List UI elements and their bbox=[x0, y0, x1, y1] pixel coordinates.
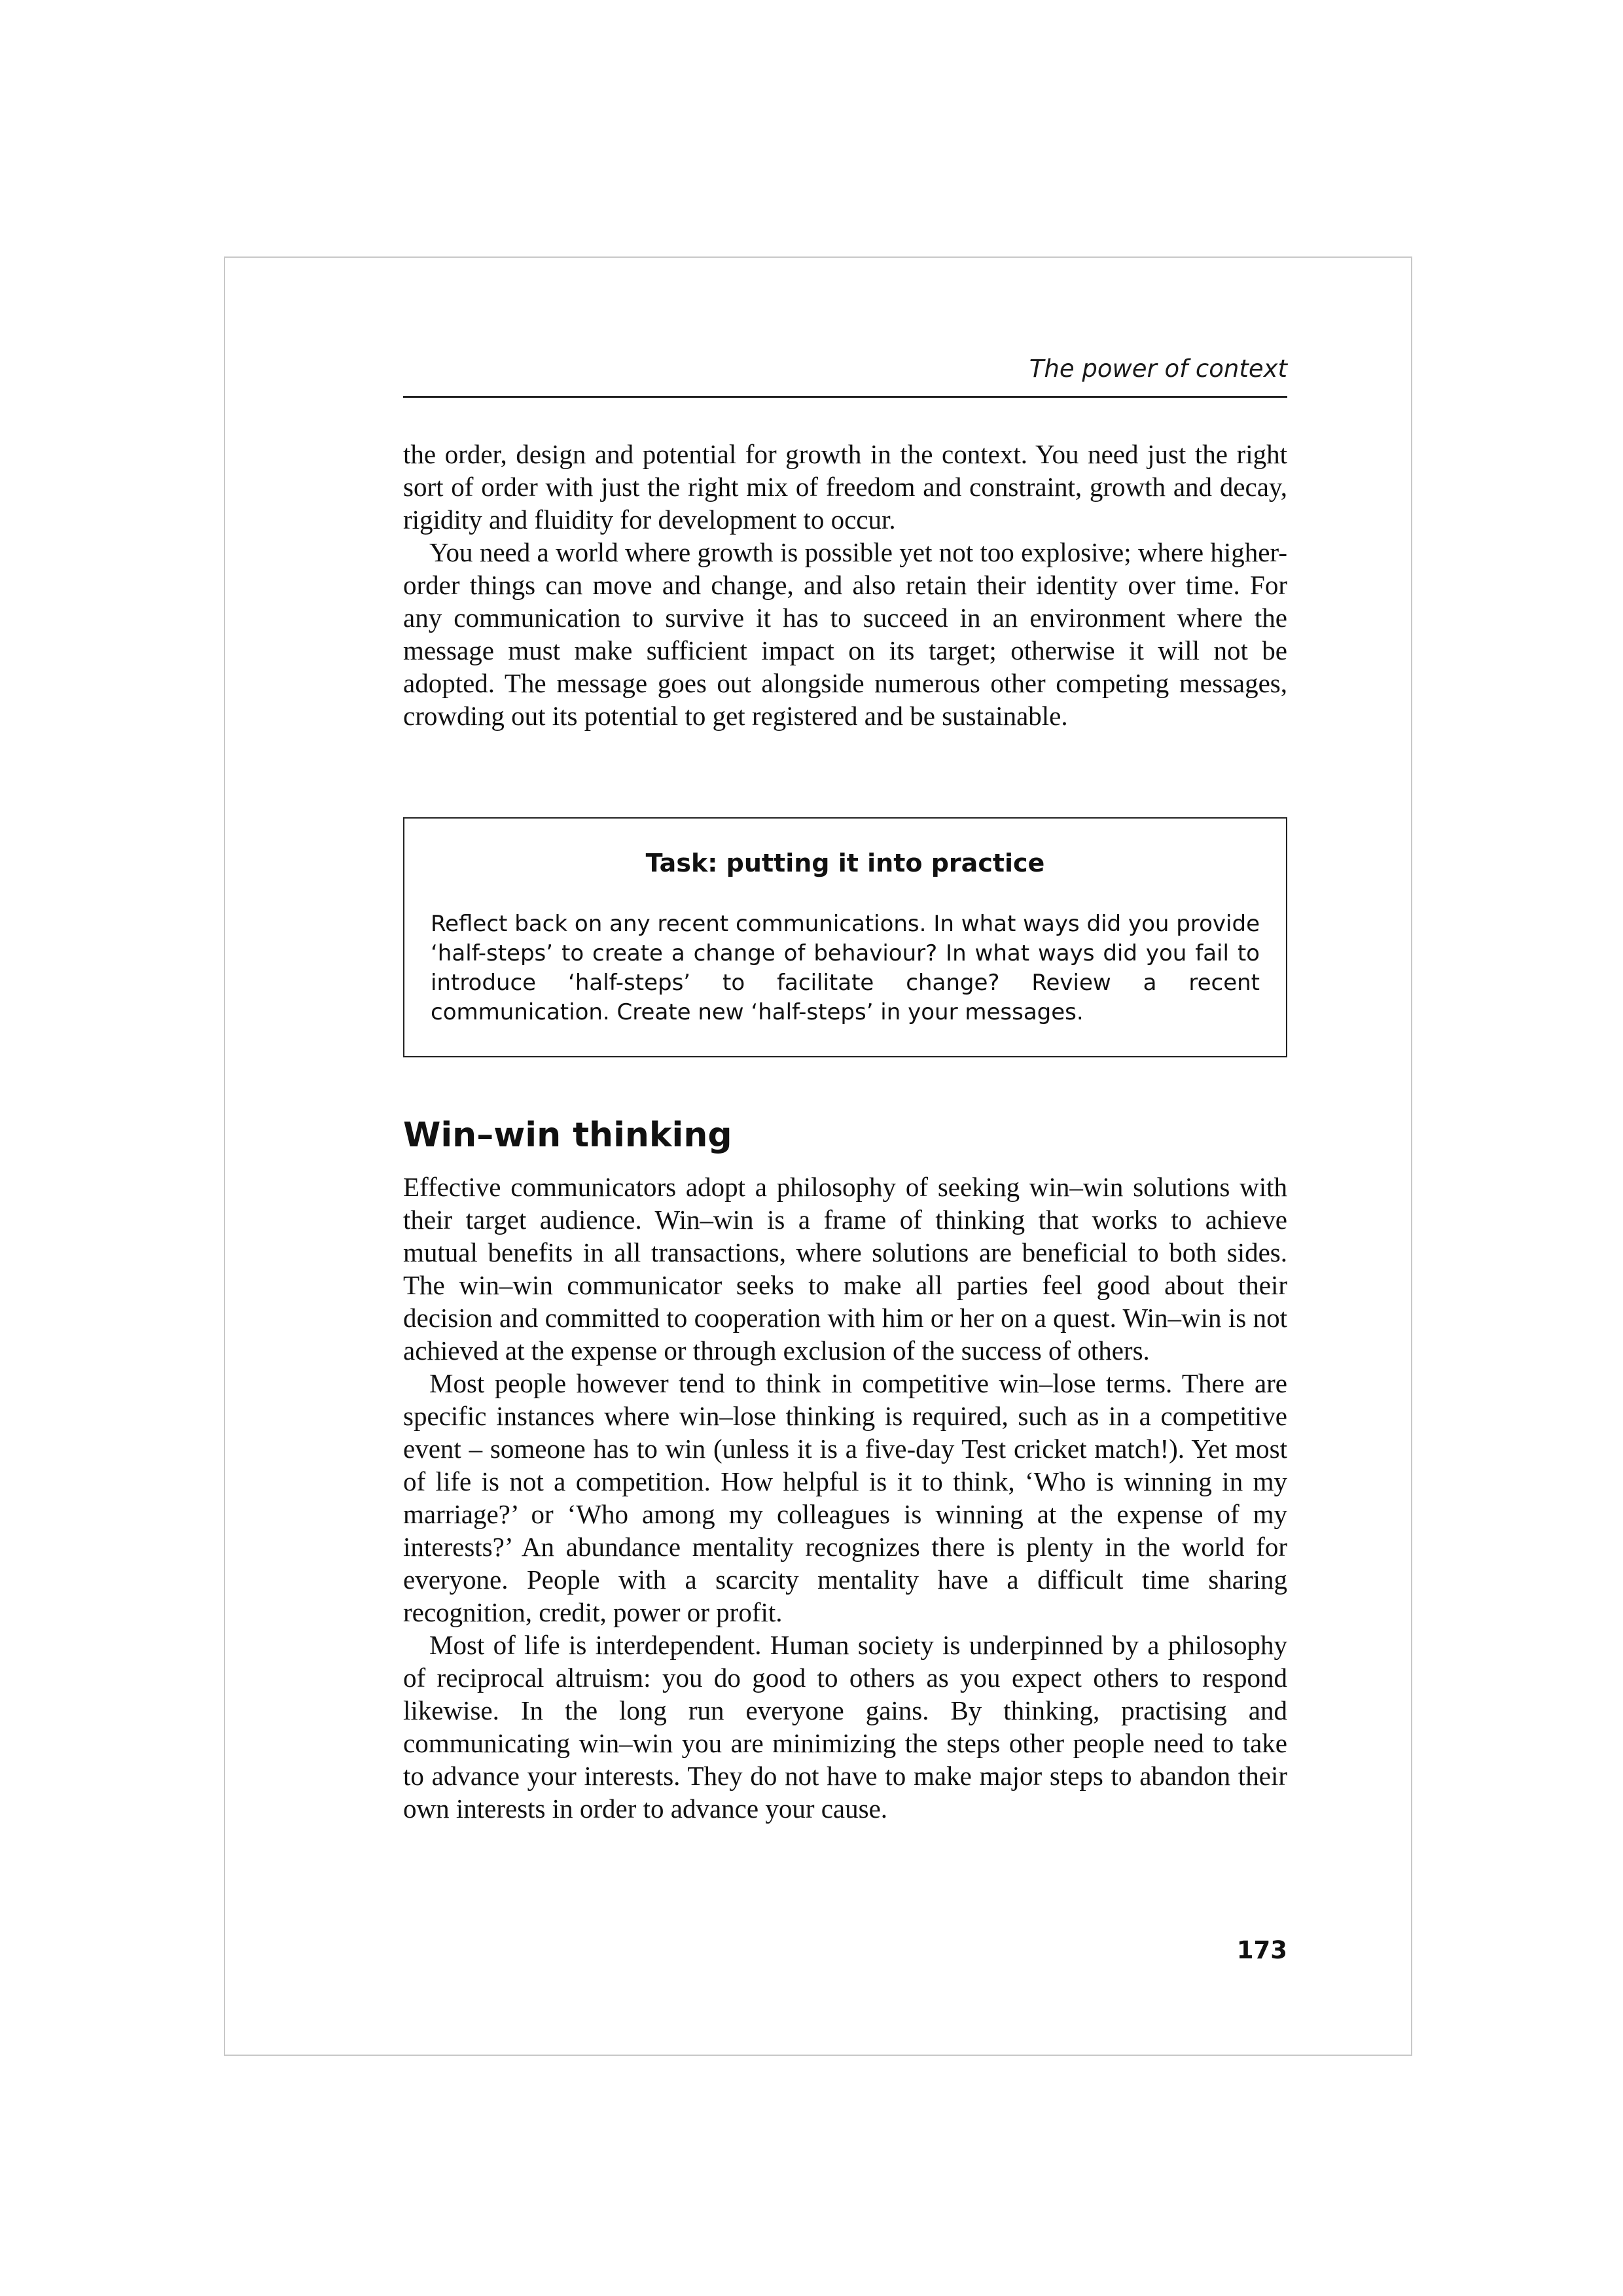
task-box-body: Reflect back on any recent communications. In what ways did you provide ‘half-steps’ to create a change of behaviour? In what ways did you fail to introduce ‘half-steps’ to facilitate change? Review a recent communication. Create new ‘half-steps’ in your messages. bbox=[431, 911, 1260, 1025]
running-head: The power of context bbox=[1029, 355, 1287, 383]
page-number: 173 bbox=[1236, 1936, 1287, 1964]
section-paragraph: Effective communicators adopt a philosophy of seeking win–win solutions with their target audience. Win–win is a frame of thinking that works to achieve mutual benefits in all transactions, where solutions are beneficial to both sides. The win–win communicator seeks to make all parties feel good about their decision and committed to cooperation with him or her on a quest. Win–win is not achieved at the expense or through exclusion of the success of others. bbox=[403, 1172, 1287, 1366]
section-paragraph: Most people however tend to think in competitive win–lose terms. There are specific instances where win–lose thinking is required, such as in a competitive event – someone has to win (unless it is a five-day Test cricket match!). Yet most of life is not a competition. How helpful is it to think, ‘Who is winning in my marriage?’ or ‘Who among my colleagues is winning at the expense of my interests?’ An abundance mentality recognizes there is plenty in the world for everyone. People with a scarcity mentality have a difficult time sharing recognition, credit, power or profit. bbox=[403, 1368, 1287, 1627]
header-rule bbox=[403, 396, 1287, 398]
intro-text bbox=[403, 438, 1287, 732]
intro-paragraph: You need a world where growth is possible yet not too explosive; where higher-order things can move and change, and also retain their identity over time. For any communication to survive it has to succeed in an environment where the message must make sufficient impact on its target; otherwise it will not be adopted. The message goes out alongside numerous other competing messages, crowding out its potential to get registered and be sustainable. bbox=[403, 537, 1287, 731]
task-box bbox=[403, 817, 1287, 1057]
section-heading: Win–win thinking bbox=[403, 1116, 732, 1155]
task-box-title: Task: putting it into practice bbox=[645, 849, 1045, 877]
section-text bbox=[403, 1171, 1287, 1825]
intro-paragraph: the order, design and potential for growth in the context. You need just the right sort of order with just the right mix of freedom and constraint, growth and decay, rigidity and fluidity for development to occur. bbox=[403, 439, 1287, 535]
section-paragraph: Most of life is interdependent. Human society is underpinned by a philosophy of reciprocal altruism: you do good to others as you expect others to respond likewise. In the long run everyone gains. By thinking, practising and communicating win–win you are minimizing the steps other people need to take to advance your interests. They do not have to make major steps to abandon their own interests in order to advance your cause. bbox=[403, 1630, 1287, 1824]
